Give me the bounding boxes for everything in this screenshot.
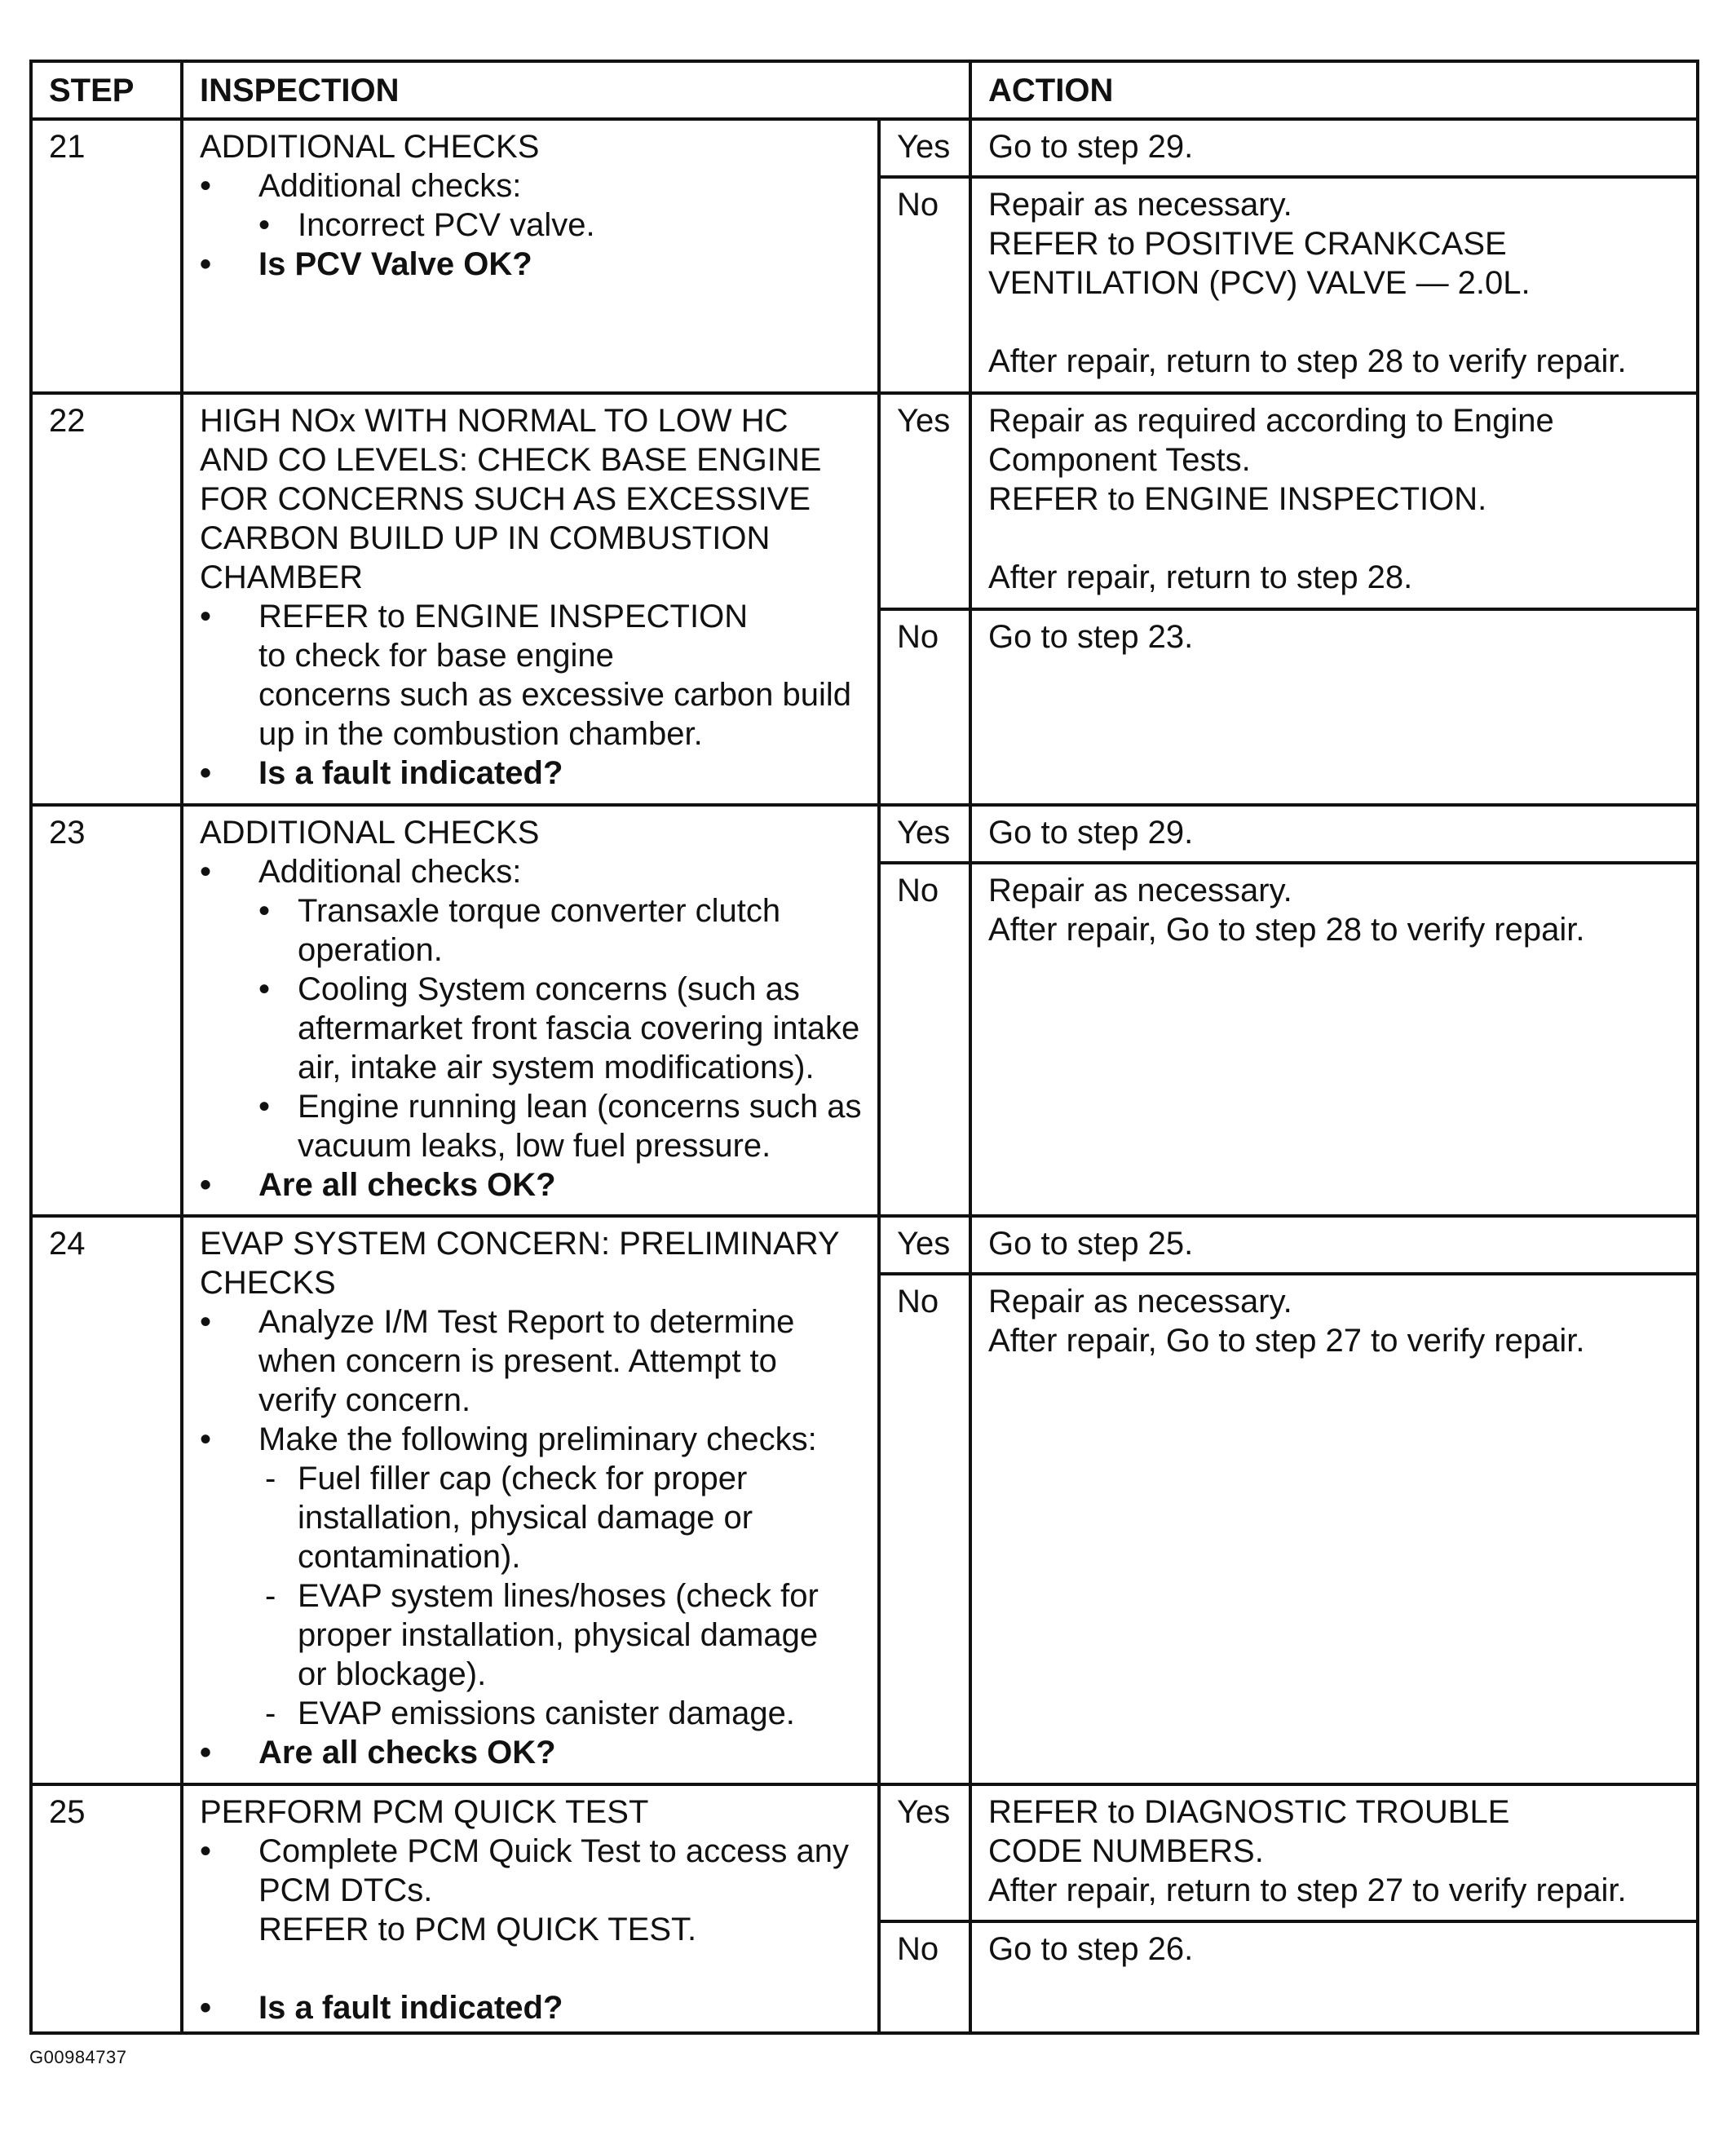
- yes-action: [970, 1216, 1698, 1274]
- inspection-title: CHECKS: [200, 1265, 336, 1301]
- dash-item: - EVAP emissions canister damage.: [200, 1694, 863, 1733]
- inspection-question: • Is a fault indicated?: [200, 1988, 863, 2027]
- yes-label: Yes: [879, 1784, 970, 1921]
- no-label: No: [879, 1921, 970, 2033]
- diagnostic-table: [29, 60, 1699, 2035]
- step-24-inspection: [182, 1216, 879, 1784]
- action-line: Go to step 25.: [988, 1226, 1194, 1262]
- action-line: Repair as necessary.: [988, 1284, 1292, 1320]
- bullet-item: • Additional checks:: [200, 852, 863, 891]
- step-header: STEP: [31, 61, 182, 119]
- step-25-yes-row: [31, 1784, 1698, 1921]
- no-label: No: [879, 863, 970, 1216]
- inspection-title: CHAMBER: [200, 559, 364, 595]
- yes-action: [970, 1784, 1698, 1921]
- step-number: 24: [31, 1216, 182, 1784]
- step-number: 22: [31, 393, 182, 805]
- step-number: 25: [31, 1784, 182, 2033]
- yes-action: [970, 119, 1698, 177]
- action-line: Go to step 26.: [988, 1931, 1194, 1967]
- sub-bullet-item: • Transaxle torque converter clutch operation.: [200, 891, 863, 970]
- step-21-yes-row: [31, 119, 1698, 177]
- inspection-title: PERFORM PCM QUICK TEST: [200, 1794, 649, 1830]
- no-label: No: [879, 1274, 970, 1784]
- inspection-title: EVAP SYSTEM CONCERN: PRELIMINARY: [200, 1226, 840, 1262]
- bullet-item: • Analyze I/M Test Report to determine when concern is present. Attempt to verify concern.: [200, 1302, 863, 1420]
- inspection-title: HIGH NOx WITH NORMAL TO LOW HC: [200, 403, 788, 439]
- no-action: [970, 1921, 1698, 2033]
- sub-bullet-item: • Cooling System concerns (such as aftermarket front fascia covering intake air, intake air system modifications).: [200, 970, 863, 1087]
- dash-item: - EVAP system lines/hoses (check for proper installation, physical damage or blockage).: [200, 1576, 863, 1694]
- sub-bullet-item: • Incorrect PCV valve.: [200, 206, 863, 245]
- action-line: After repair, Go to step 28 to verify repair.: [988, 912, 1585, 948]
- step-number: 23: [31, 805, 182, 1216]
- bullet-item: • Make the following preliminary checks:: [200, 1420, 863, 1459]
- yes-action: [970, 393, 1698, 609]
- action-line: VENTILATION (PCV) VALVE — 2.0L.: [988, 265, 1531, 301]
- sub-bullet-item: • Engine running lean (concerns such as vacuum leaks, low fuel pressure.: [200, 1087, 863, 1165]
- step-24-yes-row: [31, 1216, 1698, 1274]
- inspection-title: CARBON BUILD UP IN COMBUSTION: [200, 520, 771, 556]
- yes-action: [970, 805, 1698, 863]
- action-after-repair: After repair, return to step 28.: [988, 559, 1413, 595]
- yes-label: Yes: [879, 393, 970, 609]
- yes-label: Yes: [879, 1216, 970, 1274]
- yes-label: Yes: [879, 805, 970, 863]
- action-line: Repair as necessary.: [988, 187, 1292, 223]
- action-line: REFER to ENGINE INSPECTION.: [988, 481, 1487, 517]
- inspection-question: • Is a fault indicated?: [200, 754, 863, 793]
- figure-id: G00984737: [29, 2047, 127, 2067]
- no-action: [970, 863, 1698, 1216]
- header-row: [31, 61, 1698, 119]
- step-22-inspection: [182, 393, 879, 805]
- inspection-title: ADDITIONAL CHECKS: [200, 815, 540, 851]
- step-21-inspection: [182, 119, 879, 393]
- action-line: CODE NUMBERS.: [988, 1833, 1264, 1869]
- inspection-title: AND CO LEVELS: CHECK BASE ENGINE: [200, 442, 822, 478]
- bullet-item: • REFER to ENGINE INSPECTION to check for base engine concerns such as excessive carbon build up in the combustion chamber.: [200, 597, 863, 754]
- step-25-inspection: [182, 1784, 879, 2033]
- inspection-question: • Are all checks OK?: [200, 1733, 863, 1772]
- inspection-question: • Is PCV Valve OK?: [200, 245, 863, 284]
- inspection-question: • Are all checks OK?: [200, 1165, 863, 1205]
- step-22-yes-row: [31, 393, 1698, 609]
- action-line: After repair, Go to step 27 to verify repair.: [988, 1323, 1585, 1359]
- action-line: Repair as necessary.: [988, 873, 1292, 908]
- action-after-repair: After repair, return to step 28 to verify repair.: [988, 343, 1627, 379]
- step-23-inspection: [182, 805, 879, 1216]
- bullet-item: • Complete PCM Quick Test to access any PCM DTCs. REFER to PCM QUICK TEST.: [200, 1832, 863, 1949]
- no-label: No: [879, 177, 970, 393]
- step-number: 21: [31, 119, 182, 393]
- no-label: No: [879, 609, 970, 805]
- action-line: Repair as required according to Engine: [988, 403, 1554, 439]
- inspection-title: ADDITIONAL CHECKS: [200, 129, 540, 165]
- action-header: ACTION: [970, 61, 1698, 119]
- action-line: Component Tests.: [988, 442, 1251, 478]
- step-23-yes-row: [31, 805, 1698, 863]
- no-action: [970, 177, 1698, 393]
- yes-label: Yes: [879, 119, 970, 177]
- no-action: [970, 609, 1698, 805]
- action-line: REFER to POSITIVE CRANKCASE: [988, 226, 1507, 262]
- action-line: Go to step 29.: [988, 815, 1194, 851]
- action-line: After repair, return to step 27 to verify repair.: [988, 1872, 1627, 1908]
- inspection-header: INSPECTION: [182, 61, 970, 119]
- action-line: Go to step 23.: [988, 619, 1194, 655]
- no-action: [970, 1274, 1698, 1784]
- inspection-title: FOR CONCERNS SUCH AS EXCESSIVE: [200, 481, 811, 517]
- dash-item: - Fuel filler cap (check for proper installation, physical damage or contamination).: [200, 1459, 863, 1576]
- action-line: REFER to DIAGNOSTIC TROUBLE: [988, 1794, 1510, 1830]
- bullet-item: • Additional checks:: [200, 166, 863, 206]
- action-line: Go to step 29.: [988, 129, 1194, 165]
